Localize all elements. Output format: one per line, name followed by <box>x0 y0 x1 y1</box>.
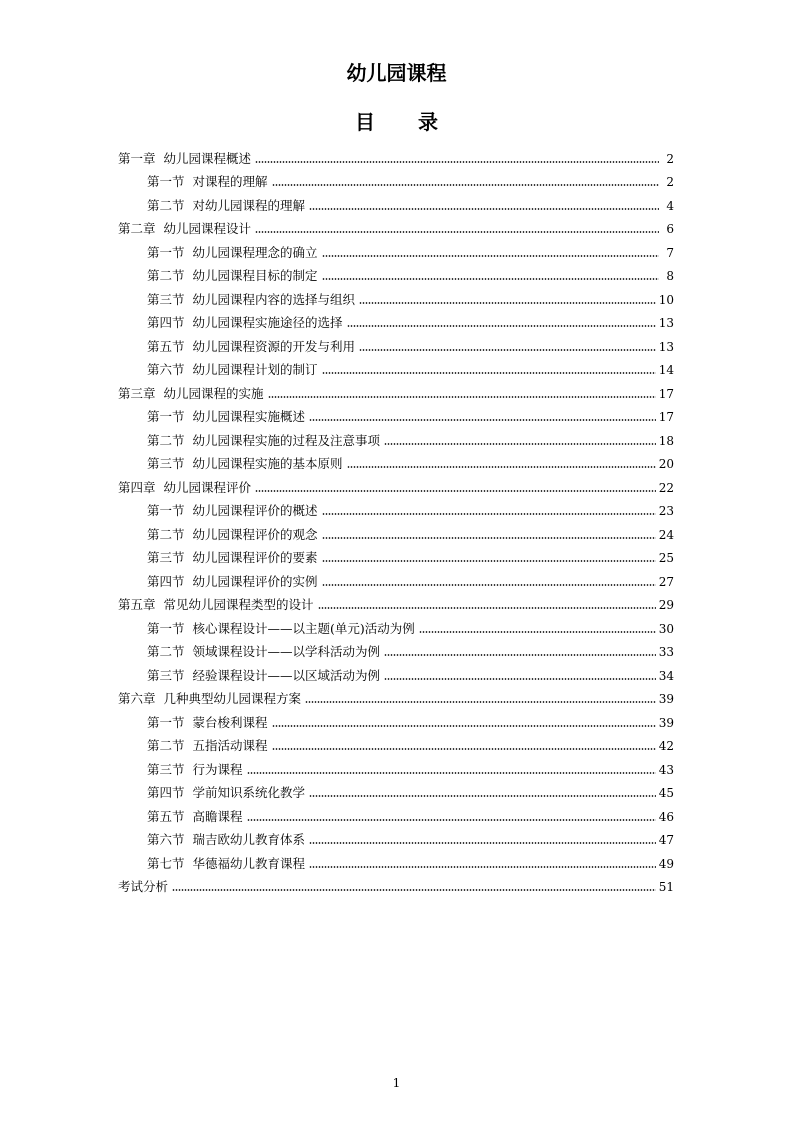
toc-entry-page: 27 <box>658 574 674 589</box>
toc-entry-label: 幼儿园课程实施的过程及注意事项 <box>192 432 381 448</box>
toc-section-entry[interactable] <box>118 308 674 332</box>
toc-entry-page: 42 <box>658 739 674 753</box>
toc-entry-number: 第六章 <box>118 691 156 706</box>
toc-section-entry[interactable] <box>118 731 674 755</box>
toc-dot-leader <box>272 183 659 187</box>
toc-dot-leader <box>309 865 656 869</box>
toc-entry-page: 17 <box>658 386 674 401</box>
toc-section-entry[interactable] <box>118 801 674 825</box>
toc-dot-leader <box>322 536 656 540</box>
toc-chapter-entry[interactable] <box>118 143 674 167</box>
toc-entry-number: 第四章 <box>118 479 156 495</box>
toc-entry-number: 第一节 <box>147 503 185 518</box>
toc-dot-leader <box>384 653 656 657</box>
toc-entry-page: 23 <box>658 504 674 518</box>
toc-entry-label: 幼儿园课程内容的选择与组织 <box>192 291 356 307</box>
toc-dot-leader <box>322 254 659 258</box>
toc-entry-label: 幼儿园课程评价 <box>163 479 252 495</box>
toc-dot-leader <box>322 371 656 375</box>
toc-section-entry[interactable] <box>118 754 674 778</box>
toc-section-entry[interactable] <box>118 167 674 191</box>
toc-entry-page: 17 <box>658 410 674 424</box>
toc-section-entry[interactable] <box>118 449 674 473</box>
toc-entry-label: 经验课程设计——以区域活动为例 <box>192 667 381 683</box>
toc-dot-leader <box>384 442 656 446</box>
toc-dot-leader <box>347 465 656 469</box>
toc-entry-number: 第四节 <box>147 785 185 800</box>
toc-entry-number: 第二节 <box>147 268 185 283</box>
toc-entry-page: 8 <box>666 269 674 283</box>
toc-section-entry[interactable] <box>118 425 674 449</box>
toc-entry-label: 常见幼儿园课程类型的设计 <box>163 597 314 612</box>
toc-entry-number: 第二节 <box>147 526 185 542</box>
toc-entry-number: 第四节 <box>147 573 185 589</box>
toc-section-entry[interactable] <box>118 660 674 684</box>
toc-chapter-entry[interactable] <box>118 472 674 496</box>
toc-dot-leader <box>384 677 656 681</box>
toc-entry-label: 蒙台梭利课程 <box>192 714 268 730</box>
toc-entry-page: 4 <box>666 198 674 213</box>
toc-entry-label: 核心课程设计——以主题(单元)活动为例 <box>192 620 415 636</box>
toc-entry-label: 幼儿园课程的实施 <box>163 385 264 401</box>
toc-entry-page: 34 <box>658 668 674 683</box>
toc-entry-number: 第一节 <box>147 244 185 260</box>
toc-entry-page: 33 <box>658 645 674 659</box>
toc-entry-page: 2 <box>666 175 674 189</box>
table-of-contents <box>118 143 674 895</box>
toc-entry-page: 46 <box>658 809 674 824</box>
toc-section-entry[interactable] <box>118 707 674 731</box>
toc-heading: 目 录 <box>355 110 456 134</box>
toc-entry-page: 43 <box>658 762 674 777</box>
toc-entry-number: 第一节 <box>147 174 185 189</box>
toc-section-entry[interactable] <box>118 331 674 355</box>
toc-section-entry[interactable] <box>118 519 674 543</box>
toc-entry-number: 第二节 <box>147 738 185 753</box>
toc-entry-number: 第六节 <box>147 362 185 377</box>
toc-section-entry[interactable] <box>118 778 674 802</box>
toc-chapter-entry[interactable] <box>118 590 674 614</box>
toc-entry-label: 幼儿园课程概述 <box>163 150 252 166</box>
toc-dot-leader <box>272 724 656 728</box>
toc-entry-page: 14 <box>658 363 674 377</box>
toc-entry-number: 第三节 <box>147 667 185 683</box>
document-title: 幼儿园课程 <box>346 61 447 85</box>
toc-dot-leader <box>359 348 656 352</box>
toc-entry-number: 第五节 <box>147 338 185 354</box>
toc-entry-label: 学前知识系统化教学 <box>192 785 306 800</box>
toc-entry-number: 第五章 <box>118 597 156 612</box>
toc-entry-label: 幼儿园课程理念的确立 <box>192 244 318 260</box>
toc-entry-label: 瑞吉欧幼儿教育体系 <box>192 832 306 847</box>
toc-entry-label: 几种典型幼儿园课程方案 <box>163 691 302 706</box>
toc-section-entry[interactable] <box>118 261 674 285</box>
toc-chapter-entry[interactable] <box>118 214 674 238</box>
toc-dot-leader <box>419 630 656 634</box>
toc-section-entry[interactable] <box>118 825 674 849</box>
toc-entry-label: 幼儿园课程实施概述 <box>192 409 306 424</box>
toc-entry-number: 第三节 <box>147 456 185 471</box>
toc-entry-page: 25 <box>658 551 674 565</box>
toc-dot-leader <box>309 794 656 798</box>
toc-section-entry[interactable] <box>118 355 674 379</box>
toc-entry-label: 华德福幼儿教育课程 <box>192 855 306 871</box>
toc-entry-number: 第四节 <box>147 315 185 330</box>
toc-dot-leader <box>172 888 656 892</box>
toc-entry-label: 幼儿园课程设计 <box>163 221 252 236</box>
toc-entry-number: 第二节 <box>147 197 185 213</box>
toc-dot-leader <box>272 747 656 751</box>
toc-section-entry[interactable] <box>118 237 674 261</box>
toc-dot-leader <box>309 841 656 845</box>
toc-dot-leader <box>322 583 656 587</box>
toc-entry-label: 考试分析 <box>118 879 169 894</box>
toc-dot-leader <box>255 160 659 164</box>
toc-entry-number: 第二节 <box>147 644 185 659</box>
toc-entry-label: 对幼儿园课程的理解 <box>192 197 306 213</box>
toc-entry-page: 2 <box>666 151 674 166</box>
toc-dot-leader <box>359 301 656 305</box>
toc-entry-page: 39 <box>658 715 674 730</box>
toc-entry-page: 30 <box>658 621 674 636</box>
toc-entry-label: 五指活动课程 <box>192 738 268 753</box>
toc-entry-page: 39 <box>658 692 674 706</box>
toc-section-entry[interactable] <box>118 637 674 661</box>
toc-entry-page: 6 <box>666 222 674 236</box>
toc-dot-leader <box>255 230 659 234</box>
toc-section-entry[interactable] <box>118 848 674 872</box>
toc-entry-label: 幼儿园课程目标的制定 <box>192 268 318 283</box>
toc-entry-number: 第二章 <box>118 221 156 236</box>
toc-entry-number: 第一节 <box>147 409 185 424</box>
toc-entry-label: 对课程的理解 <box>192 174 268 189</box>
toc-entry-page: 49 <box>658 856 674 871</box>
toc-entry-label: 幼儿园课程资源的开发与利用 <box>192 338 356 354</box>
toc-dot-leader <box>322 559 656 563</box>
toc-entry-label: 幼儿园课程评价的概述 <box>192 503 318 518</box>
toc-entry-label: 幼儿园课程评价的实例 <box>192 573 318 589</box>
toc-section-entry[interactable] <box>118 613 674 637</box>
toc-entry-page: 29 <box>658 598 674 612</box>
toc-entry-page: 10 <box>658 292 674 307</box>
toc-section-entry[interactable] <box>118 496 674 520</box>
toc-section-entry[interactable] <box>118 190 674 214</box>
toc-chapter-entry[interactable] <box>118 684 674 708</box>
toc-dot-leader <box>322 277 659 281</box>
toc-entry-label: 领域课程设计——以学科活动为例 <box>192 644 381 659</box>
toc-entry-page: 20 <box>658 457 674 471</box>
toc-dot-leader <box>309 418 656 422</box>
toc-section-entry[interactable] <box>118 543 674 567</box>
page-number: 1 <box>392 1076 401 1090</box>
toc-entry-number: 第七节 <box>147 855 185 871</box>
toc-dot-leader <box>309 207 659 211</box>
toc-entry-number: 第三章 <box>118 385 156 401</box>
toc-entry-number: 第一节 <box>147 620 185 636</box>
toc-entry-number: 第五节 <box>147 808 185 824</box>
toc-section-entry[interactable] <box>118 566 674 590</box>
toc-dot-leader <box>247 818 656 822</box>
toc-dot-leader <box>268 395 656 399</box>
toc-entry-page: 18 <box>658 433 674 448</box>
toc-entry-number: 第二节 <box>147 432 185 448</box>
toc-entry-page: 47 <box>658 833 674 847</box>
toc-entry-label: 幼儿园课程实施途径的选择 <box>192 315 343 330</box>
toc-entry-page: 51 <box>658 880 674 894</box>
toc-entry-label: 幼儿园课程计划的制订 <box>192 362 318 377</box>
toc-chapter-entry[interactable] <box>118 378 674 402</box>
toc-entry-page: 45 <box>658 786 674 800</box>
toc-entry-number: 第三节 <box>147 550 185 565</box>
toc-entry-page: 24 <box>658 527 674 542</box>
toc-dot-leader <box>318 606 656 610</box>
toc-dot-leader <box>347 324 656 328</box>
toc-entry-number: 第一章 <box>118 150 156 166</box>
toc-entry-page: 13 <box>658 316 674 330</box>
toc-entry-page: 13 <box>658 339 674 354</box>
toc-chapter-entry[interactable] <box>118 872 674 896</box>
toc-entry-page: 22 <box>658 480 674 495</box>
toc-dot-leader <box>255 489 656 493</box>
toc-entry-number: 第三节 <box>147 291 185 307</box>
toc-entry-number: 第一节 <box>147 714 185 730</box>
toc-entry-label: 幼儿园课程评价的要素 <box>192 550 318 565</box>
toc-section-entry[interactable] <box>118 284 674 308</box>
toc-entry-page: 7 <box>666 245 674 260</box>
toc-entry-number: 第六节 <box>147 832 185 847</box>
toc-dot-leader <box>322 512 656 516</box>
toc-entry-label: 幼儿园课程实施的基本原则 <box>192 456 343 471</box>
toc-dot-leader <box>305 700 656 704</box>
toc-dot-leader <box>247 771 656 775</box>
toc-entry-label: 幼儿园课程评价的观念 <box>192 526 318 542</box>
toc-entry-label: 高瞻课程 <box>192 808 243 824</box>
toc-entry-number: 第三节 <box>147 761 185 777</box>
toc-entry-label: 行为课程 <box>192 761 243 777</box>
toc-section-entry[interactable] <box>118 402 674 426</box>
